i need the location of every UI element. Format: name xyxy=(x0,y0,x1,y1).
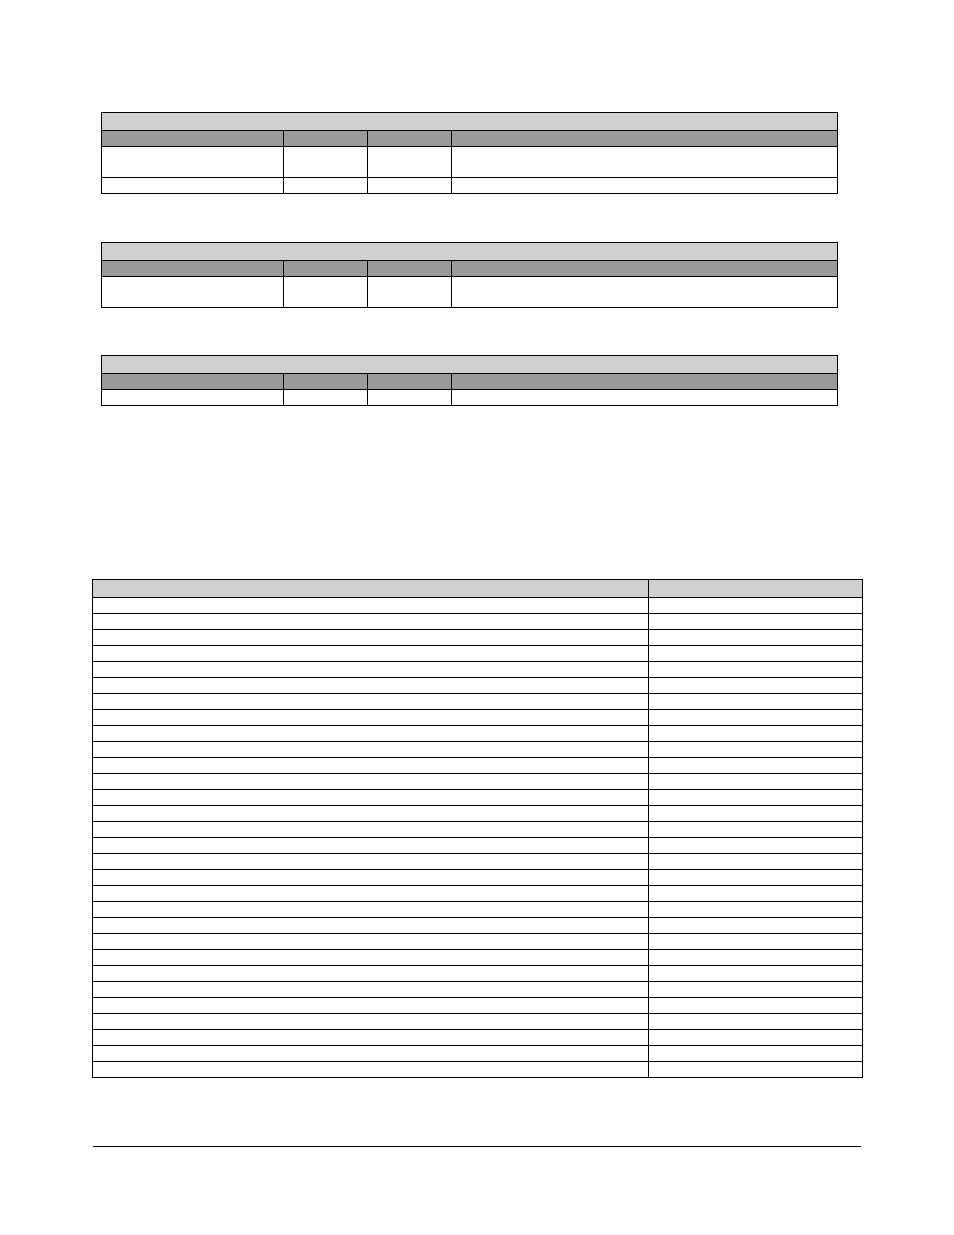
table-row xyxy=(93,662,863,678)
table-row xyxy=(93,966,863,982)
table-cell xyxy=(649,726,863,742)
table-cell xyxy=(649,982,863,998)
table-cell xyxy=(93,742,649,758)
table-cell xyxy=(452,178,838,194)
table-cell xyxy=(93,822,649,838)
table-cell xyxy=(649,934,863,950)
table-row xyxy=(102,178,838,194)
table-cell xyxy=(649,1062,863,1078)
table-cell xyxy=(649,998,863,1014)
table-cell xyxy=(649,630,863,646)
table-cell xyxy=(93,902,649,918)
table-cell xyxy=(649,662,863,678)
table-cell xyxy=(368,147,452,178)
table-row xyxy=(102,147,838,178)
table-cell xyxy=(649,758,863,774)
table-cell xyxy=(649,886,863,902)
table-cell xyxy=(649,694,863,710)
column-header xyxy=(649,580,863,598)
table-row xyxy=(93,726,863,742)
table-row xyxy=(93,1014,863,1030)
table-cell xyxy=(93,694,649,710)
table-row xyxy=(93,630,863,646)
table-row xyxy=(93,646,863,662)
table-cell xyxy=(649,966,863,982)
table-cell xyxy=(284,147,368,178)
table-row xyxy=(93,998,863,1014)
table-cell xyxy=(649,774,863,790)
table-cell xyxy=(93,998,649,1014)
table-cell xyxy=(649,854,863,870)
table-row xyxy=(93,598,863,614)
table-cell xyxy=(102,390,284,406)
table-cell xyxy=(102,147,284,178)
table-cell xyxy=(649,1014,863,1030)
table-title xyxy=(102,243,838,261)
table-row xyxy=(93,886,863,902)
table-row xyxy=(93,742,863,758)
column-header xyxy=(452,131,838,147)
table-cell xyxy=(649,1030,863,1046)
table-cell xyxy=(649,806,863,822)
table-cell xyxy=(93,806,649,822)
footer-rule xyxy=(93,1146,861,1147)
column-header xyxy=(102,261,284,277)
register-table-2 xyxy=(101,242,838,308)
table-cell xyxy=(284,277,368,308)
table-row xyxy=(93,838,863,854)
table-cell xyxy=(93,614,649,630)
column-header xyxy=(368,261,452,277)
column-header xyxy=(368,374,452,390)
table-cell xyxy=(93,870,649,886)
table-cell xyxy=(93,838,649,854)
table-cell xyxy=(93,758,649,774)
table-cell xyxy=(649,742,863,758)
table-row xyxy=(93,854,863,870)
table-title xyxy=(102,356,838,374)
table-cell xyxy=(649,918,863,934)
table-cell xyxy=(649,902,863,918)
table-cell xyxy=(93,934,649,950)
table-row xyxy=(93,1046,863,1062)
column-header xyxy=(102,131,284,147)
table-cell xyxy=(93,630,649,646)
table-cell xyxy=(93,774,649,790)
table-row xyxy=(93,870,863,886)
table-title xyxy=(102,113,838,131)
table-cell xyxy=(93,790,649,806)
table-cell xyxy=(284,390,368,406)
table-row xyxy=(93,758,863,774)
table-row xyxy=(93,822,863,838)
table-cell xyxy=(93,1046,649,1062)
table-cell xyxy=(93,1062,649,1078)
table-cell xyxy=(93,886,649,902)
table-cell xyxy=(368,277,452,308)
table-row xyxy=(102,390,838,406)
table-row xyxy=(93,774,863,790)
table-cell xyxy=(93,918,649,934)
table-row xyxy=(93,790,863,806)
table-cell xyxy=(649,950,863,966)
table-cell xyxy=(649,822,863,838)
table-row xyxy=(93,902,863,918)
table-cell xyxy=(649,710,863,726)
register-table-3 xyxy=(101,355,838,406)
column-header xyxy=(452,374,838,390)
column-header xyxy=(368,131,452,147)
table-row xyxy=(93,614,863,630)
table-cell xyxy=(649,646,863,662)
column-header xyxy=(102,374,284,390)
summary-table xyxy=(92,579,863,1078)
table-cell xyxy=(649,838,863,854)
table-row xyxy=(93,678,863,694)
table-cell xyxy=(93,950,649,966)
column-header xyxy=(284,131,368,147)
table-cell xyxy=(93,1030,649,1046)
table-cell xyxy=(452,390,838,406)
table-row xyxy=(93,1030,863,1046)
table-cell xyxy=(93,982,649,998)
register-table-1 xyxy=(101,112,838,194)
table-cell xyxy=(649,870,863,886)
table-cell xyxy=(649,678,863,694)
table-cell xyxy=(368,178,452,194)
table-row xyxy=(93,694,863,710)
table-cell xyxy=(102,178,284,194)
table-row xyxy=(93,918,863,934)
table-cell xyxy=(93,1014,649,1030)
table-cell xyxy=(649,598,863,614)
table-cell xyxy=(93,646,649,662)
table-cell xyxy=(649,1046,863,1062)
column-header xyxy=(93,580,649,598)
column-header xyxy=(452,261,838,277)
table-row xyxy=(102,277,838,308)
table-cell xyxy=(93,726,649,742)
table-cell xyxy=(93,662,649,678)
table-cell xyxy=(649,790,863,806)
table-row xyxy=(93,934,863,950)
table-cell xyxy=(102,277,284,308)
table-cell xyxy=(93,710,649,726)
table-row xyxy=(93,982,863,998)
table-row xyxy=(93,950,863,966)
table-row xyxy=(93,710,863,726)
table-cell xyxy=(452,277,838,308)
table-cell xyxy=(93,598,649,614)
column-header xyxy=(284,261,368,277)
table-cell xyxy=(93,678,649,694)
table-cell xyxy=(93,966,649,982)
table-cell xyxy=(93,854,649,870)
table-cell xyxy=(368,390,452,406)
table-row xyxy=(93,806,863,822)
table-cell xyxy=(284,178,368,194)
table-cell xyxy=(452,147,838,178)
column-header xyxy=(284,374,368,390)
table-cell xyxy=(649,614,863,630)
table-row xyxy=(93,1062,863,1078)
